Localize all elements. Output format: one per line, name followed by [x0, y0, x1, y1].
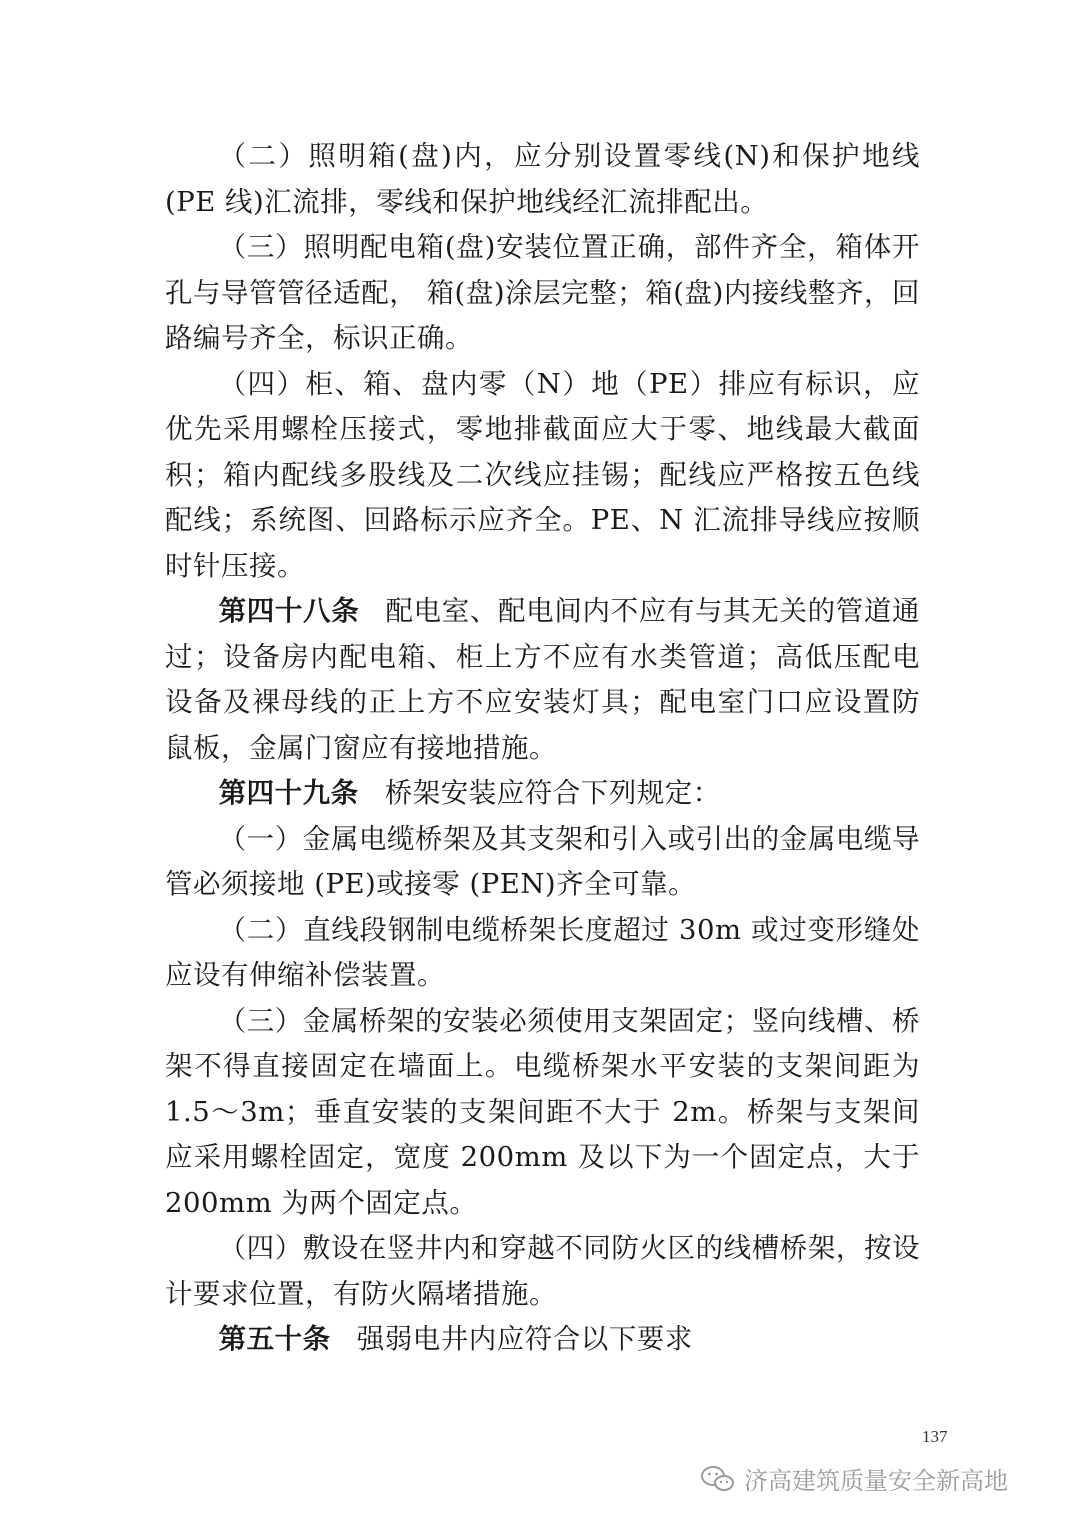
page-number: 137 — [922, 1427, 948, 1446]
paragraph-text: （二）照明箱(盘)内，应分别设置零线(N)和保护地线(PE 线)汇流排，零线和保护地线经汇流排配出。 — [165, 140, 920, 218]
paragraph-item — [165, 908, 920, 999]
article-48 — [165, 589, 920, 771]
paragraph-item — [165, 362, 920, 590]
article-number: 第四十八条 — [218, 595, 360, 627]
watermark-text: 济高建筑质量安全新高地 — [744, 1467, 1008, 1495]
paragraph-text: （三）照明配电箱(盘)安装位置正确，部件齐全，箱体开孔与导管管径适配， 箱(盘)涂层完整；箱(盘)内接线整齐，回路编号齐全，标识正确。 — [165, 231, 920, 354]
article-text: 配电室、配电间内不应有与其无关的管道通过；设备房内配电箱、柜上方不应有水类管道；高低压配电设备及裸母线的正上方不应安装灯具；配电室门口应设置防鼠板，金属门窗应有接地措施。 — [165, 595, 921, 764]
watermark — [700, 1461, 1008, 1496]
article-text: 强弱电井内应符合以下要求 — [356, 1323, 693, 1355]
paragraph-text: （二）直线段钢制电缆桥架长度超过 30m 或过变形缝处应设有伸缩补偿装置。 — [165, 913, 920, 991]
article-49 — [165, 771, 920, 817]
paragraph-item — [165, 1226, 920, 1317]
paragraph-item — [165, 817, 920, 908]
paragraph-item — [165, 225, 920, 362]
paragraph-text: （四）柜、箱、盘内零（N）地（PE）排应有标识，应优先采用螺栓压接式，零地排截面应大于零、地线最大截面积；箱内配线多股线及二次线应挂锡；配线应严格按五色线配线；系统图、回路标示应齐全。PE、N 汇流排导线应按顺时针压接。 — [165, 367, 920, 582]
article-text: 桥架安装应符合下列规定： — [384, 777, 721, 809]
paragraph-item — [165, 999, 920, 1227]
wechat-icon — [700, 1464, 736, 1494]
paragraph-text: （四）敷设在竖井内和穿越不同防火区的线槽桥架，按设计要求位置，有防火隔堵措施。 — [165, 1232, 920, 1310]
paragraph-text: （三）金属桥架的安装必须使用支架固定；竖向线槽、桥架不得直接固定在墙面上。电缆桥架水平安装的支架间距为 1.5～3m；垂直安装的支架间距不大于 2m。桥架与支架间应采用螺栓固定，宽度 200mm 及以下为一个固定点，大于200mm 为两个固定点。 — [165, 1004, 920, 1219]
article-number: 第四十九条 — [218, 777, 359, 809]
article-number: 第五十条 — [218, 1323, 331, 1355]
paragraph-item — [165, 134, 920, 225]
article-50 — [165, 1317, 920, 1363]
paragraph-text: （一）金属电缆桥架及其支架和引入或引出的金属电缆导管必须接地 (PE)或接零 (PEN)齐全可靠。 — [165, 822, 920, 900]
document-body — [165, 134, 920, 1363]
